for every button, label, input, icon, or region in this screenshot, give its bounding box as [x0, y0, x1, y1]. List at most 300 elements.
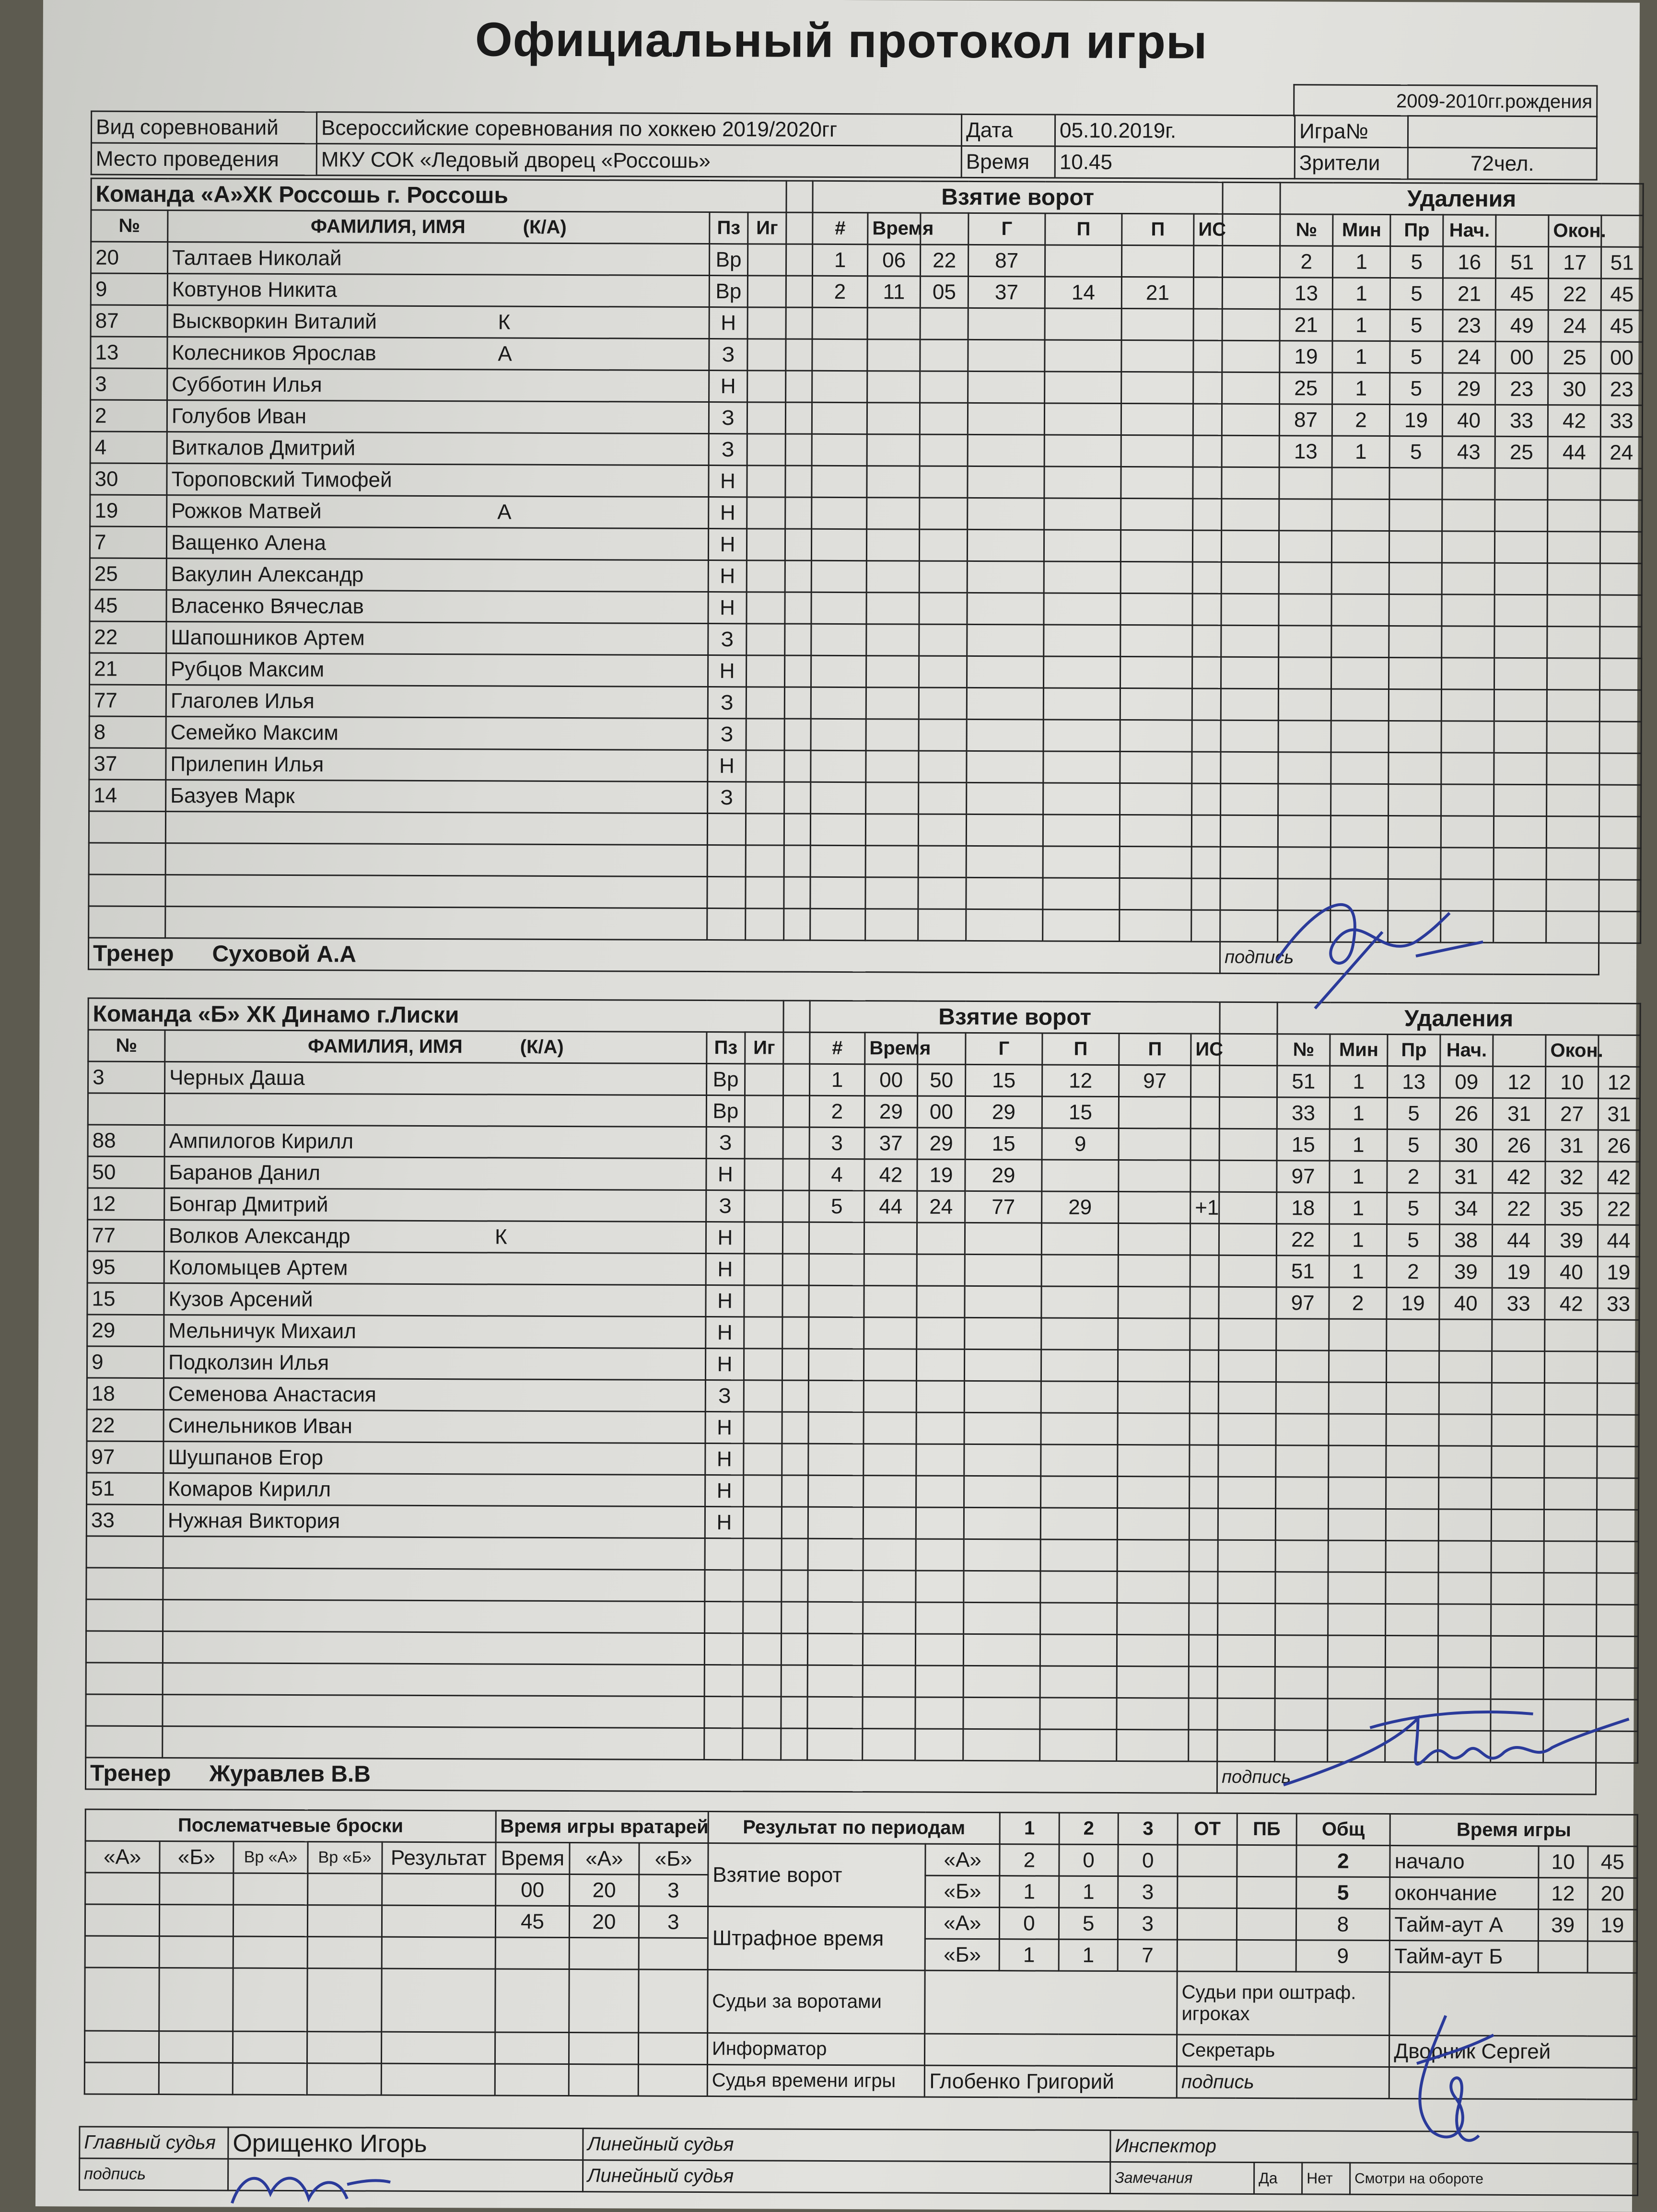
penalty-cell: 33: [1492, 1288, 1545, 1319]
penalty-cell: 38: [1439, 1224, 1492, 1256]
spacer: [1218, 1572, 1275, 1603]
spacer: [784, 877, 810, 908]
spacer: [782, 1602, 808, 1633]
penalty-cell: [1597, 1510, 1638, 1541]
goal-cell: [1122, 245, 1194, 278]
goal-cell: [1120, 625, 1192, 657]
penalty-cell: 5: [1387, 1192, 1440, 1224]
penalty-cell: [1331, 752, 1389, 784]
goal-cell: [1119, 1192, 1190, 1224]
goal-cell: [967, 624, 1044, 656]
goal-cell: [1117, 1540, 1189, 1572]
goal-cell: [811, 529, 866, 560]
goal-cell: [1119, 1160, 1190, 1192]
table-row: [87, 1220, 1639, 1257]
goal-cell: [1119, 1097, 1190, 1129]
goal-cell: 14: [1045, 277, 1121, 309]
goal-cell: [916, 1349, 964, 1381]
goal-cell: [1040, 1729, 1117, 1761]
penalty-cell: [1329, 1414, 1386, 1445]
penalty-cell: 13: [1280, 278, 1332, 309]
player-name-text: Субботин Илья: [172, 372, 322, 396]
col-header: №: [88, 1030, 165, 1062]
goal-cell: 00: [865, 1064, 918, 1096]
goal-cell: [1043, 751, 1120, 783]
goal-cell: [812, 307, 867, 339]
player-games: [747, 592, 785, 624]
goal-cell: [919, 624, 967, 656]
spacer: [786, 371, 812, 402]
goal-cell: 44: [864, 1191, 917, 1222]
penalty-cell: [1442, 468, 1495, 500]
player-name: [166, 527, 708, 560]
penalty-cell: [1494, 689, 1547, 721]
penalty-cell: 43: [1442, 436, 1495, 468]
spacer: [782, 1412, 808, 1444]
penalty-cell: 22: [1548, 279, 1601, 310]
goal-cell: [1120, 594, 1192, 626]
spacer: [784, 845, 810, 877]
penalty-cell: [1385, 1635, 1438, 1667]
player-games: [745, 1127, 783, 1159]
player-position: Вр: [707, 1064, 745, 1095]
penalty-cell: 35: [1545, 1193, 1598, 1225]
player-games: [746, 782, 784, 814]
goal-cell: [916, 1381, 964, 1412]
goal-cell: [808, 1349, 864, 1380]
goal-cell: [1045, 340, 1121, 372]
table-row: [90, 558, 1642, 595]
spacer: [1219, 1223, 1276, 1255]
goals-a-pb: [1237, 1845, 1296, 1876]
goal-cell: [968, 371, 1045, 403]
player-position: З: [706, 1127, 745, 1159]
player-position: [704, 1728, 743, 1760]
so-b: «Б»: [159, 1841, 233, 1874]
penalty-cell: [1278, 784, 1331, 815]
player-position: З: [708, 687, 746, 719]
penalty-cell: 42: [1493, 1161, 1545, 1193]
goal-cell: [1190, 1287, 1219, 1318]
player-games: [747, 244, 786, 276]
penalty-cell: [1276, 1414, 1329, 1445]
place-label: Место проведения: [91, 143, 316, 175]
goal-cell: [1041, 1223, 1118, 1255]
spacer: [784, 814, 810, 845]
player-position: Н: [708, 655, 746, 687]
timeout-b-sec: [1587, 1941, 1637, 1973]
player-position: [705, 1570, 743, 1602]
penalty-cell: [1386, 1509, 1438, 1540]
spacer: [1217, 1698, 1275, 1730]
penalty-cell: [1389, 562, 1442, 594]
penalty-cell: [1279, 467, 1332, 499]
player-games: [746, 845, 784, 877]
goal-cell: [1118, 1413, 1190, 1445]
penalty-cell: [1545, 1320, 1598, 1351]
penalty-cell: [1275, 1604, 1328, 1635]
spacer: [1223, 245, 1280, 277]
player-games: [747, 402, 785, 434]
player-role: К: [494, 1224, 507, 1249]
pen-col-header: Нач.: [1443, 215, 1496, 246]
goal-cell: [810, 908, 865, 940]
goal-cell: [1189, 1698, 1217, 1730]
penalty-cell: [1331, 594, 1389, 626]
penalty-cell: [1439, 1478, 1492, 1509]
goal-cell: [1044, 403, 1121, 435]
player-position: [705, 1538, 743, 1570]
penalty-cell: [1494, 594, 1547, 626]
spacer: [783, 1095, 809, 1127]
penalty-cell: 30: [1440, 1129, 1493, 1161]
goal-cell: [968, 339, 1045, 372]
player-games: [747, 434, 785, 466]
goal-cell: [809, 1285, 864, 1317]
remarks-no: Нет: [1302, 2163, 1350, 2194]
spacer: [782, 1507, 808, 1538]
goals-b-pb: [1237, 1876, 1296, 1908]
goal-cell: [808, 1444, 864, 1475]
player-position: Н: [709, 371, 747, 402]
player-position: Н: [706, 1317, 744, 1349]
remarks-label: Замечания: [1110, 2162, 1254, 2194]
goal-cell: [811, 592, 866, 624]
date-label: Дата: [961, 114, 1055, 146]
goal-cell: [811, 560, 866, 592]
penalty-cell: 40: [1439, 1288, 1492, 1319]
penalty-cell: [1441, 689, 1494, 721]
penalty-cell: [1388, 847, 1441, 879]
goal-cell: [865, 846, 918, 877]
goal-cell: [916, 1444, 964, 1476]
informer-value: [925, 2034, 1177, 2066]
goal-cell: [1045, 245, 1122, 277]
goal-cell: [867, 498, 920, 529]
goal-cell: [920, 434, 968, 466]
goal-cell: 15: [1042, 1096, 1119, 1129]
penalty-cell: 23: [1601, 373, 1643, 405]
goal-cell: [966, 814, 1043, 846]
goal-cell: 29: [965, 1159, 1042, 1191]
penalty-cell: [1439, 1414, 1492, 1446]
goal-cell: [1117, 1635, 1189, 1667]
game-start-min: 45: [1588, 1846, 1637, 1878]
goal-cell: [1190, 1318, 1219, 1350]
goal-cell: [963, 1634, 1040, 1666]
goal-cell: [966, 909, 1043, 941]
goal-cell: [863, 1539, 916, 1571]
goal-cell: [1120, 562, 1192, 594]
spacer: [785, 624, 811, 655]
time-value: 10.45: [1055, 146, 1295, 179]
player-position: З: [706, 1190, 745, 1222]
gk-row1-min: 00: [495, 1874, 570, 1906]
penalty-cell: [1492, 1478, 1544, 1509]
penalty-cell: 5: [1390, 341, 1443, 373]
goals-b-ot: [1178, 1876, 1237, 1908]
goal-cell: [1044, 498, 1121, 530]
spacer: [1222, 435, 1279, 467]
spacer: [783, 1064, 810, 1095]
player-name-text: Рожков Матвей: [171, 499, 322, 523]
penalty-cell: [1386, 1477, 1439, 1509]
goal-cell: [919, 687, 967, 719]
goals-b-p2: 1: [1059, 1876, 1118, 1908]
penalty-cell: [1547, 658, 1600, 690]
player-number: [89, 811, 165, 843]
game-start-hour: 10: [1538, 1846, 1587, 1878]
goal-cell: 50: [918, 1064, 966, 1096]
game-value: [1408, 116, 1597, 148]
spacer: [1222, 372, 1280, 404]
penalty-cell: [1386, 1445, 1439, 1477]
penalty-cell: 1: [1330, 1066, 1388, 1097]
goal-cell: [864, 1222, 917, 1254]
penalty-cell: 15: [1277, 1129, 1330, 1161]
goal-cell: [967, 656, 1044, 688]
penalty-cell: 2: [1329, 1287, 1387, 1319]
goal-cell: 22: [921, 244, 969, 276]
goal-cell: [1189, 1635, 1217, 1666]
penalty-cell: 5: [1390, 373, 1443, 404]
table-row: [87, 1315, 1639, 1351]
goal-cell: [865, 877, 918, 909]
spacer: [784, 750, 811, 782]
player-position: Н: [705, 1507, 743, 1538]
goal-cell: [1040, 1698, 1117, 1730]
spacer: [781, 1697, 807, 1728]
player-name: [167, 400, 709, 434]
goal-cell: [1044, 656, 1120, 688]
player-games: [747, 371, 786, 402]
player-name: [164, 1157, 706, 1190]
penalty-cell: [1600, 563, 1642, 595]
player-position: Н: [708, 560, 747, 592]
goal-cell: [968, 403, 1044, 435]
goal-cell: [1192, 783, 1221, 815]
goal-cell: [1118, 1318, 1190, 1350]
goal-cell: [808, 1380, 864, 1412]
player-games: [747, 307, 786, 339]
table-row: [89, 716, 1641, 753]
birth-years: 2009-2010гг.рождения: [1294, 85, 1597, 117]
goal-cell: [1192, 530, 1221, 562]
spacer: [784, 908, 810, 940]
goal-cell: [865, 909, 918, 941]
timeout-b-label: Тайм-аут Б: [1390, 1941, 1538, 1973]
player-number: [86, 1536, 163, 1568]
goal-cell: [863, 1602, 916, 1634]
goal-cell: [964, 1381, 1041, 1413]
penalty-cell: [1276, 1477, 1329, 1509]
player-position: Вр: [709, 276, 747, 307]
goal-cell: [1121, 499, 1193, 531]
penalty-cell: [1495, 500, 1548, 531]
spacer: [782, 1222, 809, 1254]
goal-cell: 15: [965, 1128, 1042, 1160]
spacer: [1219, 1129, 1277, 1160]
goal-cell: [1192, 688, 1221, 720]
penalty-cell: 51: [1277, 1066, 1330, 1097]
player-number: 8: [89, 716, 166, 748]
player-name: [167, 464, 709, 497]
pen-col-header: №: [1277, 1034, 1330, 1066]
goal-cell: [1189, 1540, 1218, 1572]
penalty-cell: 1: [1330, 1129, 1387, 1161]
player-number: 21: [90, 653, 166, 685]
goal-cell: [811, 750, 866, 782]
player-name-text: Семейко Максим: [170, 720, 338, 745]
goal-cell: [808, 1507, 863, 1538]
penalty-cell: [1546, 848, 1599, 880]
spacer: [785, 466, 812, 497]
penalty-cell: [1494, 848, 1546, 879]
player-position: Н: [705, 1444, 744, 1475]
goal-cell: [812, 434, 867, 466]
goal-cell: [1190, 1097, 1219, 1129]
goal-cell: 9: [1042, 1128, 1119, 1160]
penalty-cell: 31: [1493, 1098, 1545, 1129]
penalty-cell: [1389, 752, 1441, 784]
goals-b-total: 5: [1296, 1877, 1390, 1909]
pen-col-header: №: [1280, 214, 1333, 246]
penalty-cell: [1276, 1382, 1329, 1414]
goal-cell: 77: [965, 1191, 1042, 1223]
penalties-title: Удаления: [1280, 183, 1643, 216]
goal-cell: [1040, 1508, 1117, 1540]
player-games: [743, 1602, 782, 1633]
goal-cell: [1118, 1223, 1190, 1256]
penalty-cell: [1330, 847, 1388, 879]
player-number: 22: [90, 621, 166, 653]
spacer: [1222, 277, 1280, 309]
goal-cell: [915, 1634, 963, 1665]
penalty-cell: 51: [1601, 247, 1643, 279]
goal-cell: [967, 593, 1044, 625]
spacer: [782, 1570, 808, 1602]
player-number: 87: [91, 305, 167, 337]
penalty-cell: [1491, 1604, 1544, 1636]
goal-cell: [863, 1507, 916, 1539]
player-number: 2: [90, 400, 167, 432]
penalty-cell: [1439, 1383, 1492, 1414]
goal-cell: [808, 1475, 864, 1507]
penalty-cell: 21: [1443, 278, 1495, 310]
goalkeeper-time-title: Время игры вратарей: [496, 1811, 708, 1843]
penalty-cell: 2: [1387, 1161, 1440, 1192]
penalty-cell: [1331, 721, 1389, 752]
goal-cell: [1040, 1603, 1117, 1635]
player-name: [163, 1600, 705, 1633]
penalty-cell: [1491, 1636, 1543, 1667]
player-number: [88, 1093, 164, 1125]
spacer: [781, 1728, 807, 1760]
spacer: [1221, 562, 1279, 594]
penalty-cell: 5: [1387, 1097, 1440, 1129]
player-games: [746, 687, 784, 719]
table-row: [88, 1156, 1640, 1193]
goal-cell: +1: [1190, 1192, 1219, 1223]
player-name: [166, 780, 708, 814]
table-row: [88, 1061, 1640, 1098]
goal-cell: [1193, 309, 1222, 340]
penalty-cell: [1441, 721, 1494, 753]
player-name: [166, 653, 708, 687]
penalty-cell: 00: [1495, 341, 1548, 373]
penalty-cell: [1597, 1446, 1639, 1478]
penalty-cell: [1494, 658, 1547, 689]
goal-cell: [866, 529, 919, 561]
player-name: [163, 1378, 705, 1412]
goal-cell: [1041, 1413, 1118, 1445]
player-position: [705, 1602, 743, 1633]
penalty-cell: [1492, 1319, 1545, 1351]
goal-cell: 37: [968, 276, 1045, 308]
goal-cell: [808, 1412, 864, 1444]
penalty-cell: [1491, 1667, 1543, 1699]
player-games: [747, 624, 785, 655]
player-position: Н: [705, 1412, 744, 1444]
goal-cell: [811, 624, 866, 655]
goal-cell: [864, 1412, 916, 1444]
penalty-cell: [1279, 657, 1331, 689]
spacer: [1219, 1318, 1276, 1350]
goal-cell: [964, 1476, 1041, 1508]
goal-cell: [1045, 308, 1121, 340]
player-name: [163, 1568, 705, 1602]
player-name-text: Выскворкин Виталий: [172, 309, 377, 334]
goal-cell: [866, 782, 919, 814]
pen-b-ot: [1177, 1940, 1237, 1971]
goal-cell: [866, 656, 919, 687]
player-games: [746, 908, 784, 940]
goal-col-header: Время: [865, 1033, 918, 1064]
player-name-text: Семенова Анастасия: [168, 1382, 376, 1407]
penalty-cell: [1544, 1605, 1597, 1636]
name-header: ФАМИЛИЯ, ИМЯ: [307, 1036, 463, 1058]
team-b-table: [85, 998, 1641, 1795]
penalty-cell: 26: [1493, 1129, 1545, 1161]
penalty-cell: 12: [1493, 1066, 1546, 1098]
player-name: [167, 274, 709, 307]
penalty-cell: [1544, 1541, 1597, 1573]
goals-a-ot: [1178, 1845, 1237, 1876]
goal-cell: [810, 845, 865, 877]
penalty-cell: [1328, 1604, 1386, 1635]
table-row: [90, 400, 1642, 437]
goal-cell: [1043, 909, 1120, 942]
player-name-text: Баранов Данил: [169, 1160, 321, 1185]
player-name: [166, 622, 708, 655]
player-games: [746, 750, 784, 782]
player-games: [746, 655, 784, 687]
penalty-cell: 40: [1442, 405, 1495, 436]
player-name-text: Шапошников Артем: [171, 625, 365, 650]
penalty-cell: [1600, 595, 1642, 627]
player-number: 19: [90, 495, 167, 527]
goal-cell: [1044, 625, 1120, 657]
goal-cell: 97: [1119, 1065, 1191, 1097]
coach-row: [85, 1758, 1217, 1793]
spacer: [1222, 309, 1280, 340]
player-number: 33: [86, 1504, 163, 1537]
pen-a-p1: 0: [999, 1908, 1059, 1939]
table-row: [90, 590, 1642, 627]
goal-cell: [964, 1349, 1041, 1381]
penalty-cell: 1: [1332, 341, 1390, 373]
so-vrb: Вр «Б»: [308, 1842, 382, 1874]
